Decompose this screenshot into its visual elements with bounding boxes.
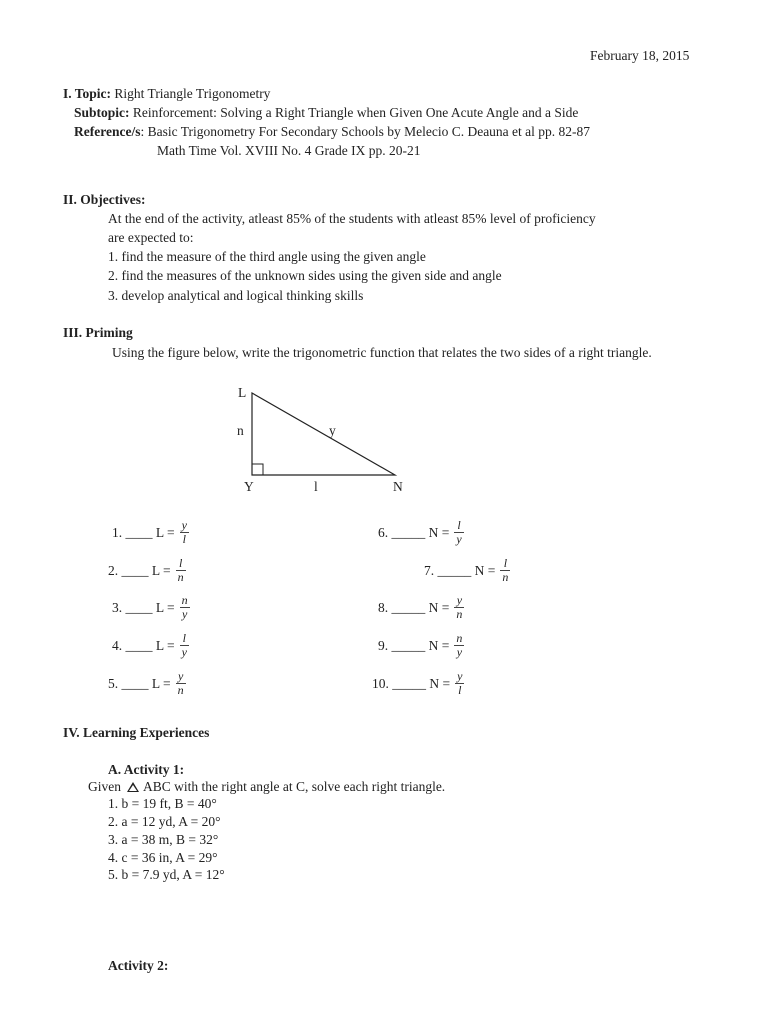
priming-heading: III. Priming: [63, 325, 133, 340]
reference-line: [74, 123, 590, 141]
triangle-shape: [252, 393, 395, 475]
priming-item-5: [108, 670, 186, 697]
priming-item-1: [112, 519, 189, 546]
objectives-intro-1: At the end of the activity, atleast 85% of the students with atleast 85% level of proficiency: [108, 211, 596, 226]
numerator: l: [454, 519, 463, 533]
activity1-given: [88, 778, 445, 796]
triangle-symbol-icon: [127, 782, 139, 792]
topic-label: I. Topic:: [63, 86, 112, 101]
subtopic-value: Reinforcement: Solving a Right Triangle when Given One Acute Angle and a Side: [132, 105, 579, 120]
fraction: [176, 557, 186, 584]
fraction: [455, 670, 464, 697]
item-label: 7. _____ N =: [424, 562, 496, 578]
subtopic-label: Subtopic:: [74, 105, 130, 120]
denominator: n: [502, 570, 509, 584]
denominator: l: [182, 532, 186, 546]
activity1-item: 1. b = 19 ft, B = 40°: [108, 796, 217, 811]
fraction: [500, 557, 510, 584]
activity1-item: 3. a = 38 m, B = 32°: [108, 832, 219, 847]
denominator: y: [456, 645, 463, 659]
fraction: [454, 519, 463, 546]
priming-item-6: [378, 519, 464, 546]
fraction: [180, 519, 189, 546]
right-triangle-figure: [245, 388, 405, 483]
topic-value: Right Triangle Trigonometry: [114, 86, 271, 101]
item-label: 5. ____ L =: [108, 675, 171, 691]
activity1-item: 2. a = 12 yd, A = 20°: [108, 814, 221, 829]
priming-item-3: [112, 594, 190, 621]
numerator: n: [456, 631, 463, 645]
numerator: y: [454, 594, 464, 608]
objective-item: 2. find the measures of the unknown sides using the given side and angle: [108, 268, 502, 283]
vertex-label-Y: Y: [244, 479, 254, 494]
fraction: [180, 632, 189, 659]
numerator: l: [500, 557, 510, 571]
activity1-item: 5. b = 7.9 yd, A = 12°: [108, 867, 225, 882]
item-label: 3. ____ L =: [112, 599, 175, 615]
given-prefix: Given: [88, 779, 121, 794]
item-label: 2. ____ L =: [108, 562, 171, 578]
activity1-heading: A. Activity 1:: [108, 762, 185, 777]
numerator: y: [457, 669, 463, 683]
objectives-intro-2: are expected to:: [108, 230, 194, 245]
item-label: 4. ____ L =: [112, 637, 175, 653]
denominator: n: [456, 607, 463, 621]
reference-value-2: Math Time Vol. XVIII No. 4 Grade IX pp. 20-21: [157, 143, 421, 158]
item-label: 10. _____ N =: [372, 675, 451, 691]
priming-item-2: [108, 557, 186, 584]
item-label: 1. ____ L =: [112, 524, 175, 540]
subtopic-line: [74, 104, 578, 122]
side-label-l: l: [314, 479, 318, 494]
denominator: l: [458, 683, 462, 697]
right-angle-marker: [252, 464, 263, 475]
numerator: y: [176, 670, 186, 684]
fraction: [176, 670, 186, 697]
priming-item-7: [424, 557, 510, 584]
fraction: [454, 632, 464, 659]
denominator: y: [181, 607, 188, 621]
objective-item: 3. develop analytical and logical thinking skills: [108, 288, 364, 303]
reference-label: Reference/s: [74, 124, 141, 139]
item-label: 9. _____ N =: [378, 637, 450, 653]
priming-item-10: [372, 670, 464, 697]
side-label-n: n: [237, 423, 244, 438]
vertex-label-L: L: [238, 385, 247, 400]
priming-item-4: [112, 632, 189, 659]
numerator: y: [181, 518, 187, 532]
objectives-heading: II. Objectives:: [63, 192, 146, 207]
fraction: [180, 594, 190, 621]
item-label: 8. _____ N =: [378, 599, 450, 615]
objective-item: 1. find the measure of the third angle using the given angle: [108, 249, 426, 264]
activity1-item: 4. c = 36 in, A = 29°: [108, 850, 218, 865]
reference-value-1: : Basic Trigonometry For Secondary Schools by Melecio C. Deauna et al pp. 82-87: [140, 124, 591, 139]
side-label-y: y: [329, 423, 336, 438]
priming-instruction: Using the figure below, write the trigonometric function that relates the two sides of a right triangle.: [112, 345, 652, 360]
numerator: l: [176, 557, 186, 571]
activity2-heading: Activity 2:: [108, 958, 169, 973]
priming-item-9: [378, 632, 464, 659]
numerator: n: [181, 593, 188, 607]
denominator: n: [177, 683, 184, 697]
topic-line: [63, 85, 270, 103]
fraction: [454, 594, 464, 621]
learning-heading: IV. Learning Experiences: [63, 725, 210, 740]
denominator: n: [177, 570, 184, 584]
numerator: l: [180, 632, 189, 646]
given-suffix: ABC with the right angle at C, solve each right triangle.: [143, 779, 446, 794]
item-label: 6. _____ N =: [378, 524, 450, 540]
denominator: y: [456, 532, 462, 546]
vertex-label-N: N: [393, 479, 403, 494]
priming-item-8: [378, 594, 464, 621]
denominator: y: [181, 645, 187, 659]
document-date: February 18, 2015: [590, 48, 690, 63]
